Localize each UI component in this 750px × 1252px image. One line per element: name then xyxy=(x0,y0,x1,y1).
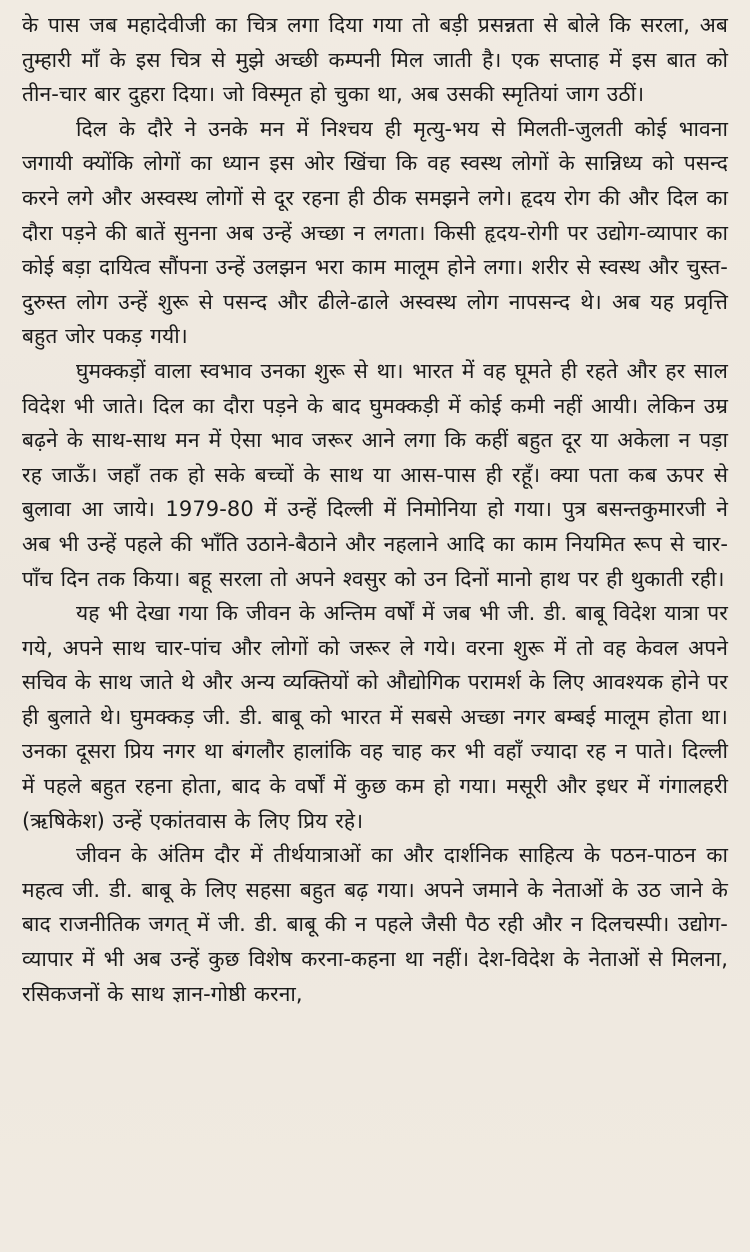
paragraph-4: यह भी देखा गया कि जीवन के अन्तिम वर्षों में जब भी जी. डी. बाबू विदेश यात्रा पर गये, अपने साथ चार-पांच और लोगों को जरूर ले गये। वरना शुरू में तो वह केवल अपने सचिव के साथ जाते थे और अन्य व्यक्तियों को औद्योगिक परामर्श के लिए आवश्यक होने पर ही बुलाते थे। घुमक्कड़ जी. डी. बाबू को भारत में सबसे अच्छा नगर बम्बई मालूम होता था। उनका दूसरा प्रिय नगर था बंगलौर हालांकि वह चाह कर भी वहाँ ज्यादा रह न पाते। दिल्ली में पहले बहुत रहना होता, बाद के वर्षों में कुछ कम हो गया। मसूरी और इधर में गंगालहरी (ऋषिकेश) उन्हें एकांतवास के लिए प्रिय रहे। xyxy=(22,601,728,833)
paragraph-1: के पास जब महादेवीजी का चित्र लगा दिया गया तो बड़ी प्रसन्नता से बोले कि सरला, अब तुम्हारी माँ के इस चित्र से मुझे अच्छी कम्पनी मिल जाती है। एक सप्ताह में इस बात को तीन-चार बार दुहरा दिया। जो विस्मृत हो चुका था, अब उसकी स्मृतियां जाग उठीं। xyxy=(22,13,728,107)
paragraph-3: घुमक्कड़ों वाला स्वभाव उनका शुरू से था। भारत में वह घूमते ही रहते और हर साल विदेश भी जाते। दिल का दौरा पड़ने के बाद घुमक्कड़ी में कोई कमी नहीं आयी। लेकिन उम्र बढ़ने के साथ-साथ मन में ऐसा भाव जरूर आने लगा कि कहीं बहुत दूर या अकेला न पड़ा रह जाऊँ। जहाँ तक हो सके बच्चों के साथ या आस-पास ही रहूँ। क्या पता कब ऊपर से बुलावा आ जाये। 1979-80 में उन्हें दिल्ली में निमोनिया हो गया। पुत्र बसन्तकुमारजी ने अब भी उन्हें पहले की भाँति उठाने-बैठाने और नहलाने आदि का काम नियमित रूप से चार-पाँच दिन तक किया। बहू सरला तो अपने श्वसुर को उन दिनों मानो हाथ पर ही थुकाती रही। xyxy=(22,358,728,591)
paragraph-5: जीवन के अंतिम दौर में तीर्थयात्राओं का और दार्शनिक साहित्य के पठन-पाठन का महत्व जी. डी. बाबू के लिए सहसा बहुत बढ़ गया। अपने जमाने के नेताओं के उठ जाने के बाद राजनीतिक जगत् में जी. डी. बाबू की न पहले जैसी पैठ रही और न दिलचस्पी। उद्योग-व्यापार में भी अब उन्हें कुछ विशेष करना-कहना था नहीं। देश-विदेश के नेताओं से मिलना, रसिकजनों के साथ ज्ञान-गोष्ठी करना, xyxy=(22,843,728,1006)
body-text xyxy=(22,8,728,1011)
paragraph-2: दिल के दौरे ने उनके मन में निश्चय ही मृत्यु-भय से मिलती-जुलती कोई भावना जगायी क्योंकि लोगों का ध्यान इस ओर खिंचा कि वह स्वस्थ लोगों के सान्निध्य को पसन्द करने लगे और अस्वस्थ लोगों से दूर रहना ही ठीक समझने लगे। हृदय रोग की और दिल का दौरा पड़ने की बातें सुनना अब उन्हें अच्छा न लगता। किसी हृदय-रोगी पर उद्योग-व्यापार का कोई बड़ा दायित्व सौंपना उन्हें उलझन भरा काम मालूम होने लगा। शरीर से स्वस्थ और चुस्त-दुरुस्त लोग उन्हें शुरू से पसन्द और ढीले-ढाले अस्वस्थ लोग नापसन्द थे। अब यह प्रवृत्ति बहुत जोर पकड़ गयी। xyxy=(22,116,728,349)
